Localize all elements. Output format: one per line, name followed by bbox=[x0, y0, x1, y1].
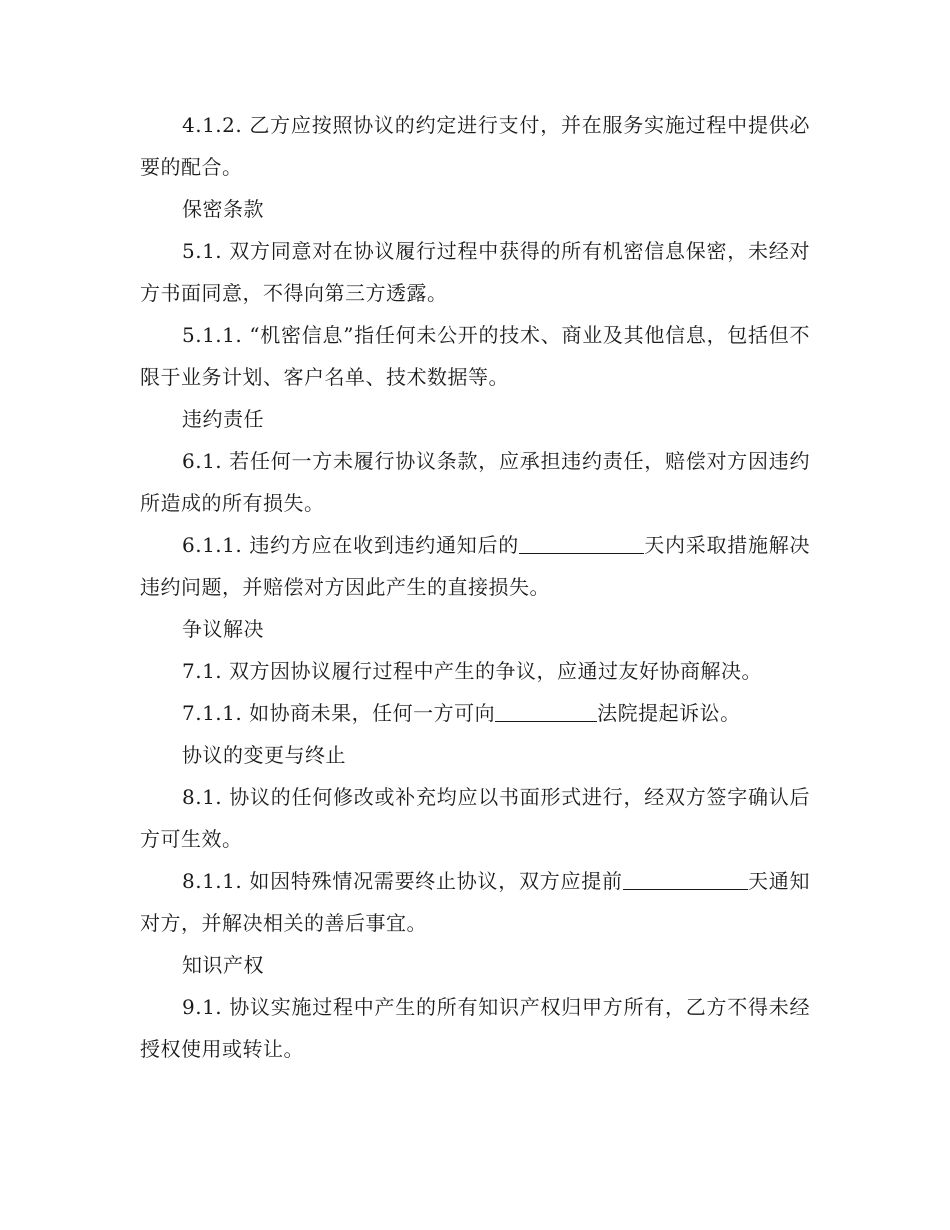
clause-7-1-1-text-after: 法院提起诉讼。 bbox=[597, 701, 741, 725]
clause-5-1-1: 5.1.1. “机密信息”指任何未公开的技术、商业及其他信息，包括但不限于业务计划、客户名单、技术数据等。 bbox=[140, 323, 810, 389]
section-heading-amendment-termination: 协议的变更与终止 bbox=[182, 743, 346, 767]
section-heading-intellectual-property: 知识产权 bbox=[182, 953, 264, 977]
section-heading-confidentiality: 保密条款 bbox=[182, 197, 264, 221]
clause-8-1: 8.1. 协议的任何修改或补充均应以书面形式进行，经双方签字确认后方可生效。 bbox=[140, 785, 810, 851]
clause-7-1-1 bbox=[140, 692, 810, 734]
section-heading-breach-liability: 违约责任 bbox=[182, 407, 264, 431]
clause-8-1-1-text-before: 8.1.1. 如因特殊情况需要终止协议，双方应提前 bbox=[182, 869, 623, 893]
clause-6-1-1-text-after: 天内采取措施解决违约问题，并赔偿对方因此产生的直接损失。 bbox=[140, 533, 811, 599]
clause-4-1-2: 4.1.2. 乙方应按照协议的约定进行支付，并在服务实施过程中提供必要的配合。 bbox=[140, 113, 810, 179]
fill-in-blank-days[interactable] bbox=[519, 533, 644, 554]
clause-7-1: 7.1. 双方因协议履行过程中产生的争议，应通过友好协商解决。 bbox=[182, 659, 763, 683]
section-heading-dispute-resolution: 争议解决 bbox=[182, 617, 264, 641]
fill-in-blank-notice-days[interactable] bbox=[623, 869, 748, 890]
clause-5-1: 5.1. 双方同意对在协议履行过程中获得的所有机密信息保密，未经对方书面同意，不得向第三方透露。 bbox=[140, 239, 810, 305]
clause-6-1: 6.1. 若任何一方未履行协议条款，应承担违约责任，赔偿对方因违约所造成的所有损失。 bbox=[140, 449, 810, 515]
clause-6-1-1 bbox=[140, 524, 810, 608]
clause-8-1-1 bbox=[140, 860, 810, 944]
document-page bbox=[140, 104, 810, 1070]
clause-6-1-1-text-before: 6.1.1. 违约方应在收到违约通知后的 bbox=[182, 533, 520, 557]
clause-9-1: 9.1. 协议实施过程中产生的所有知识产权归甲方所有，乙方不得未经授权使用或转让。 bbox=[140, 995, 810, 1061]
clause-8-1-1-text-after: 天通知对方，并解决相关的善后事宜。 bbox=[140, 869, 811, 935]
fill-in-blank-court[interactable] bbox=[495, 701, 597, 722]
clause-7-1-1-text-before: 7.1.1. 如协商未果，任何一方可向 bbox=[182, 701, 496, 725]
